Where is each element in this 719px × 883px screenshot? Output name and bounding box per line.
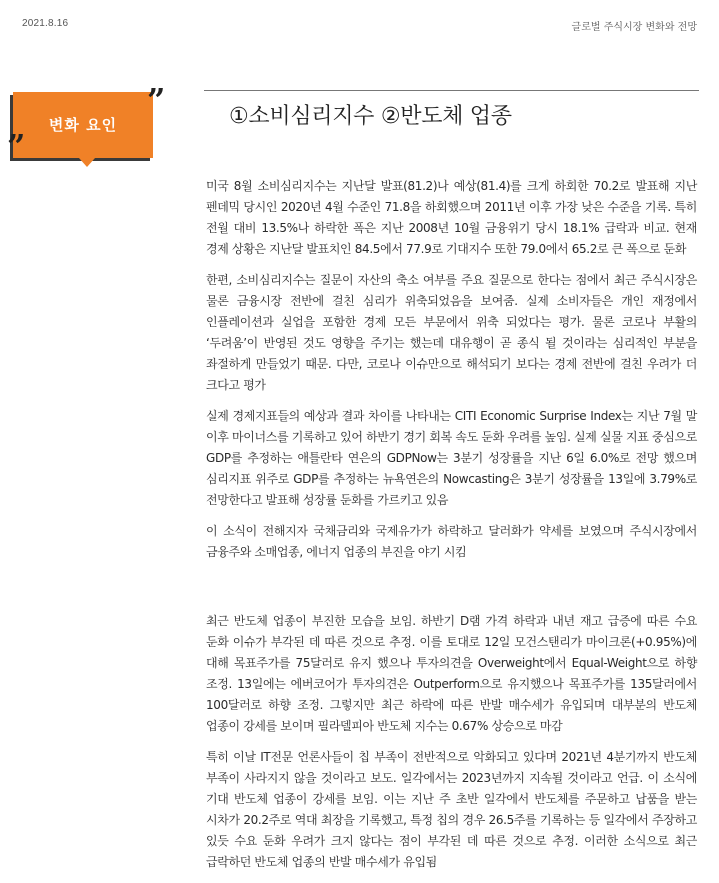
badge-label: 변화 요인 xyxy=(48,116,118,134)
badge-speech-tail xyxy=(79,158,95,167)
quote-mark-icon: ” xyxy=(7,127,26,165)
section-title: ①소비심리지수 ②반도체 업종 xyxy=(229,104,512,129)
paragraph: 이 소식이 전해지자 국채금리와 국제유가가 하락하고 달러화가 약세를 보였으며 주식시장에서 금융주와 소매업종, 에너지 업종의 부진을 야기 시킴 xyxy=(206,524,697,559)
paragraph: 미국 8월 소비심리지수는 지난달 발표(81.2)나 예상(81.4)를 크게 하회한 70.2로 발표해 지난 펜데믹 당시인 2020년 4월 수준인 71.8을 하회했으며 2011년 이후 가장 낮은 수준을 기록. 특히 전월 대비 13.5%나 하락한 폭은 지난 2008년 10월 금융위기 당시 18.1% 급락과 비교. 현재 경제 상황은 지난달 발표치인 84.5에서 77.9로 기대지수 또한 79.0에서 65.2로 큰 폭으로 둔화 xyxy=(206,179,697,256)
report-header-title: 글로벌 주식시장 변화와 전망 xyxy=(571,22,697,33)
paragraph: 한편, 소비심리지수는 질문이 자산의 축소 여부를 주요 질문으로 한다는 점에서 최근 주식시장은 물론 금융시장 전반에 걸친 심리가 위축되었음을 보여줌. 실제 소비자들은 개인 재정에서 인플레이션과 실업을 포함한 경제 모든 부문에서 위축 되었다는 평가. 물론 코로나 부활의 ‘두려움’이 반영된 것도 영향을 주기는 했는데 대유행이 곧 종식 될 것이라는 심리적인 부분을 좌절하게 만들었기 때문. 다만, 코로나 이슈만으로 해석되기 보다는 경제 전반에 걸친 우려가 더 크다고 평가 xyxy=(206,273,697,392)
quote-mark-icon: ” xyxy=(147,81,166,119)
block-spacer xyxy=(206,573,697,611)
paragraph: 최근 반도체 업종이 부진한 모습을 보임. 하반기 D램 가격 하락과 내년 재고 급증에 따른 수요 둔화 이슈가 부각된 데 따른 것으로 추정. 이를 토대로 12일 모건스탠리가 마이크론(+0.95%)에 대해 목표주가를 75달러로 유지 했으나 투자의견을 Overweight에서 Equal-Weight으로 하향 조정. 13일에는 에버코어가 투자의견은 Outperform으로 유지했으나 목표주가를 135달러에서 100달러로 하향 조정. 그렇지만 최근 하락에 따른 반발 매수세가 유입되며 대부분의 반도체 업종이 강세를 보이며 필라델피아 반도체 지수는 0.67% 상승으로 마감 xyxy=(206,614,697,733)
paragraph: 실제 경제지표들의 예상과 결과 차이를 나타내는 CITI Economic Surprise Index는 지난 7월 말 이후 마이너스를 기록하고 있어 하반기 경기 회복 속도 둔화 우려를 높임. 실제 실물 지표 중심으로 GDP를 추정하는 애틀란타 연은의 GDPNow는 3분기 성장률을 지난 6일 6.0%로 전망 했으며 심리지표 위주로 GDP를 추정하는 뉴욕연은의 Nowcasting은 3분기 성장률을 13일에 3.79%로 전망한다고 발표해 성장률 둔화를 가르키고 있음 xyxy=(206,409,697,507)
main-content xyxy=(206,176,697,883)
report-date: 2021.8.16 xyxy=(22,18,69,29)
section-badge xyxy=(13,92,153,158)
paragraph: 특히 이날 IT전문 언론사들이 칩 부족이 전반적으로 악화되고 있다며 2021년 4분기까지 반도체 부족이 사라지지 않을 것이라고 보도. 일각에서는 2023년까지 지속될 것이라고 언급. 이 소식에 기대 반도체 업종이 강세를 보임. 이는 지난 주 초반 일각에서 반도체를 주문하고 납품을 받는 시차가 20.2주로 역대 최장을 기록했고, 특정 칩의 경우 26.5주를 기록하는 등 일각에서 주장하고 있듯 수요 둔화 우려가 크지 않다는 점이 부각된 데 따른 것으로 추정. 이러한 소식으로 최근 급락하던 반도체 업종의 반발 매수세가 유입됨 xyxy=(206,750,697,869)
section-divider xyxy=(204,90,699,91)
